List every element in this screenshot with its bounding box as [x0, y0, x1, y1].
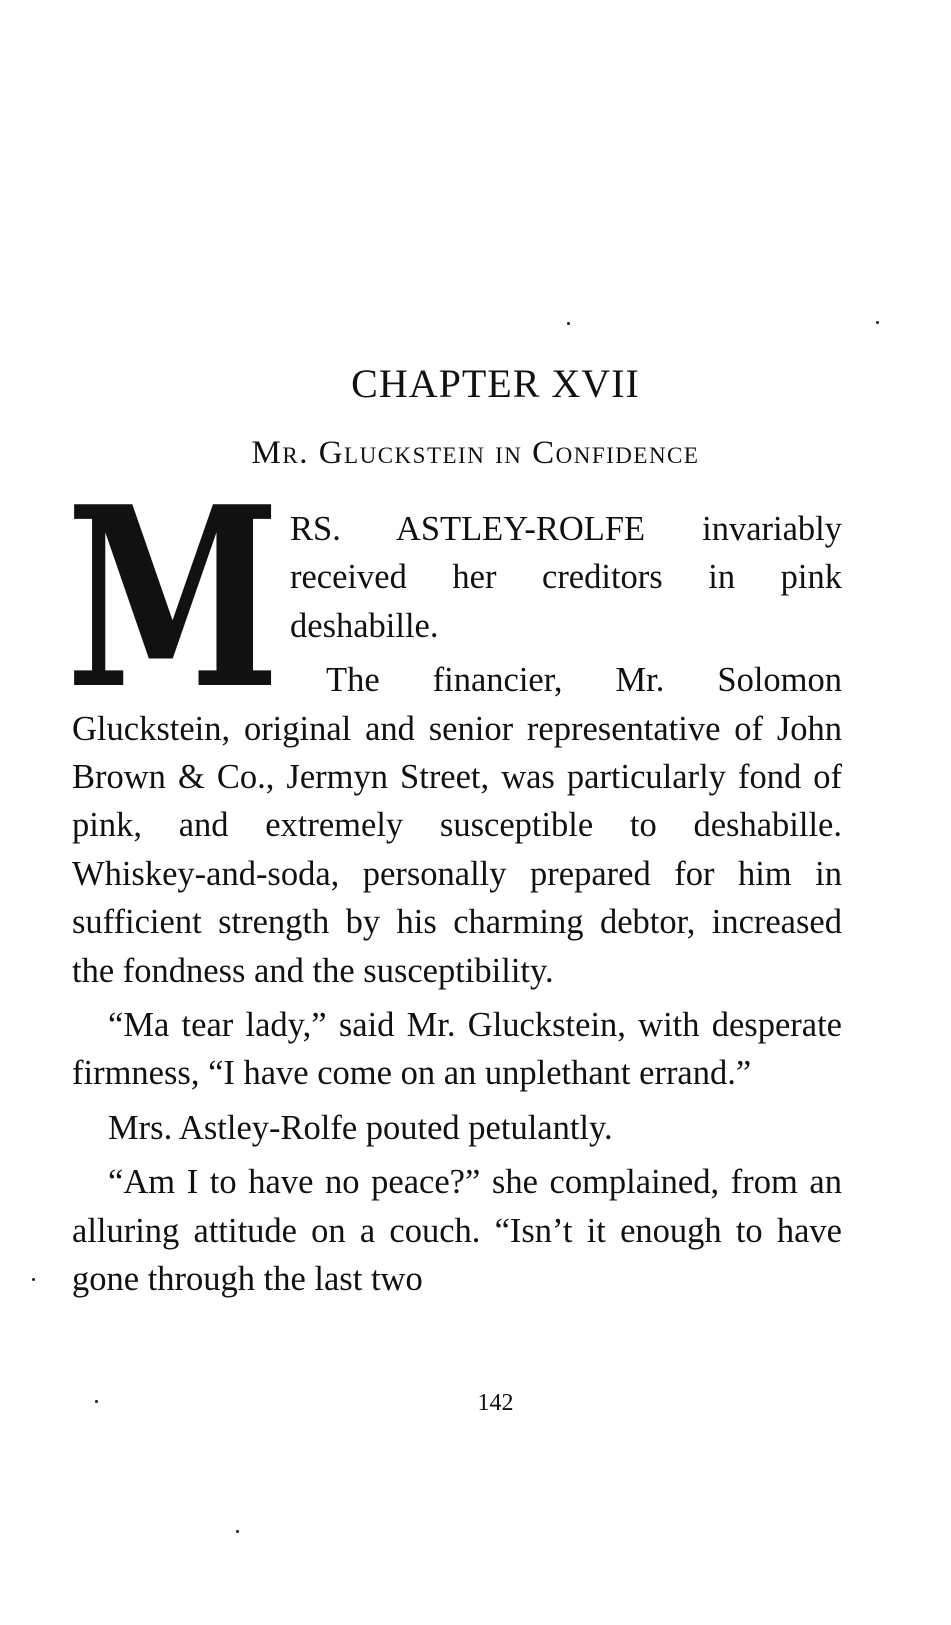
print-speck: [32, 1278, 35, 1281]
print-speck: [567, 322, 570, 325]
drop-cap: M: [66, 453, 281, 744]
print-speck: [876, 321, 879, 324]
print-speck: [236, 1530, 239, 1533]
paragraph: Mrs. Astley-Rolfe pouted petulantly.: [108, 1108, 613, 1147]
chapter-title: CHAPTER XVII: [351, 361, 640, 406]
paragraph: “Am I to have no peace?” she complained, from an alluring attitude on a couch. “Isn’t it enough to have gone through the last two: [72, 1163, 842, 1299]
paragraph: “Ma tear lady,” said Mr. Gluckstein, with desperate firmness, “I have come on an unplethant errand.”: [72, 1006, 842, 1093]
chapter-subtitle: Mr. Gluckstein in Confidence: [251, 435, 700, 471]
page-number: 142: [477, 1390, 514, 1416]
paragraph-text: RS. ASTLEY-ROLFE invariably received her creditors in pink deshabille.: [290, 510, 842, 645]
paragraph: The financier, Mr. Solomon Gluckstein, original and senior representative of John Brown & Co., Jermyn Street, was particularly fond of pink, and extremely susceptible to deshabille. Whiskey-and-soda, personally prepared for him in sufficient strength by his charming debtor, increased the fondness and the susceptibility.: [72, 661, 842, 990]
drop-cap-box: [66, 453, 281, 744]
